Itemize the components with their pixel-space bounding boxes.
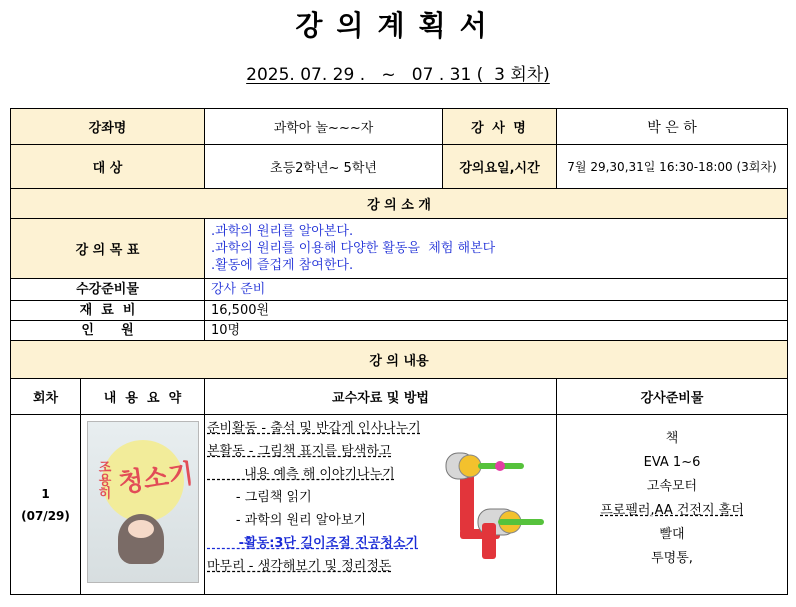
- course-row: [11, 109, 788, 145]
- session-date: (07/29): [21, 508, 70, 523]
- date-range-subtitle: [0, 60, 796, 84]
- content-columns-row: [11, 379, 788, 415]
- toy-joint-pink: [495, 461, 505, 471]
- character-face: [128, 520, 154, 538]
- course-label: 강좌명: [11, 109, 205, 145]
- date-range-text: 2025. 07. 29 . ~ 07 . 31 ( 3 회차): [246, 65, 550, 85]
- prep-value: 강사 준비: [205, 279, 788, 301]
- prep-row: [11, 279, 788, 301]
- schedule-label: 강의요일,시간: [443, 145, 557, 189]
- target-value: 초등2학년~ 5학년: [205, 145, 443, 189]
- instructor-label: 강 사 명: [443, 109, 557, 145]
- method-line: - 그림책 읽기: [207, 490, 312, 505]
- people-row: [11, 321, 788, 341]
- method-line: 내용 예측 해 이야기나누기: [207, 467, 395, 482]
- book-cover-image: [87, 421, 199, 583]
- goal-item: .과학의 원리를 이용해 다양한 활동을 체험 해본다: [211, 241, 496, 256]
- fee-row: [11, 301, 788, 321]
- col-summary: 내 용 요 약: [81, 379, 205, 415]
- target-row: [11, 145, 788, 189]
- material-item: 빨대: [659, 527, 685, 542]
- material-item: 책: [665, 431, 679, 446]
- method-line: 준비활동 - 출석 및 반갑게 인사나누기: [207, 421, 421, 436]
- document-title: 강의계획서: [295, 9, 501, 42]
- people-value: 10명: [205, 321, 788, 341]
- col-materials: 강사준비물: [557, 379, 788, 415]
- material-item: 고속모터: [646, 479, 698, 494]
- instructor-value: 박 은 하: [557, 109, 788, 145]
- intro-heading: 강 의 소 개: [11, 189, 788, 219]
- vacuum-toy-image: [438, 435, 548, 565]
- summary-cell: [81, 415, 205, 595]
- toy-tube-green-2: [498, 519, 544, 525]
- goal-list: [205, 219, 788, 279]
- session-row: [11, 415, 788, 595]
- method-line: 마무리 - 생각해보기 및 정리정돈: [207, 559, 392, 574]
- people-label: 인 원: [11, 321, 205, 341]
- goal-row: [11, 219, 788, 279]
- prep-label: 수강준비물: [11, 279, 205, 301]
- content-heading-row: [11, 341, 788, 379]
- col-session: 회차: [11, 379, 81, 415]
- fee-value: 16,500원: [205, 301, 788, 321]
- method-line: 본활동 - 그림책 표지를 탐색하고: [207, 444, 392, 459]
- content-heading: 강 의 내용: [11, 341, 788, 379]
- book-title-part2: 청소기: [116, 458, 195, 500]
- target-label: 대 상: [11, 145, 205, 189]
- schedule-value: 7월 29,30,31일 16:30-18:00 (3회차): [557, 145, 788, 189]
- material-item: EVA 1~6: [643, 455, 701, 470]
- goal-item: .활동에 즐겁게 참여한다.: [211, 258, 354, 273]
- method-line: - 과학의 원리 알아보기: [207, 513, 367, 528]
- material-item: 프로펠러,AA 건전지 홀더: [600, 503, 744, 518]
- fee-label: 재 료 비: [11, 301, 205, 321]
- lecture-plan-table: [10, 108, 788, 595]
- session-cell: [11, 415, 81, 595]
- goal-label: 강 의 목 표: [11, 219, 205, 279]
- book-title-part1: 조용히: [95, 460, 111, 499]
- materials-cell: [557, 415, 788, 595]
- intro-heading-row: [11, 189, 788, 219]
- method-line: -활동:3단 길이조절 진공청소기: [207, 536, 419, 551]
- method-cell: [205, 415, 557, 595]
- goal-item: .과학의 원리를 알아본다.: [211, 224, 354, 239]
- material-item: 투명통,: [651, 551, 693, 566]
- course-value: 과학아 놀~~~자: [205, 109, 443, 145]
- toy-fan-yellow: [459, 455, 481, 477]
- toy-handle-red-2: [482, 523, 496, 559]
- session-number: 1: [41, 486, 50, 501]
- col-method: 교수자료 및 방법: [205, 379, 557, 415]
